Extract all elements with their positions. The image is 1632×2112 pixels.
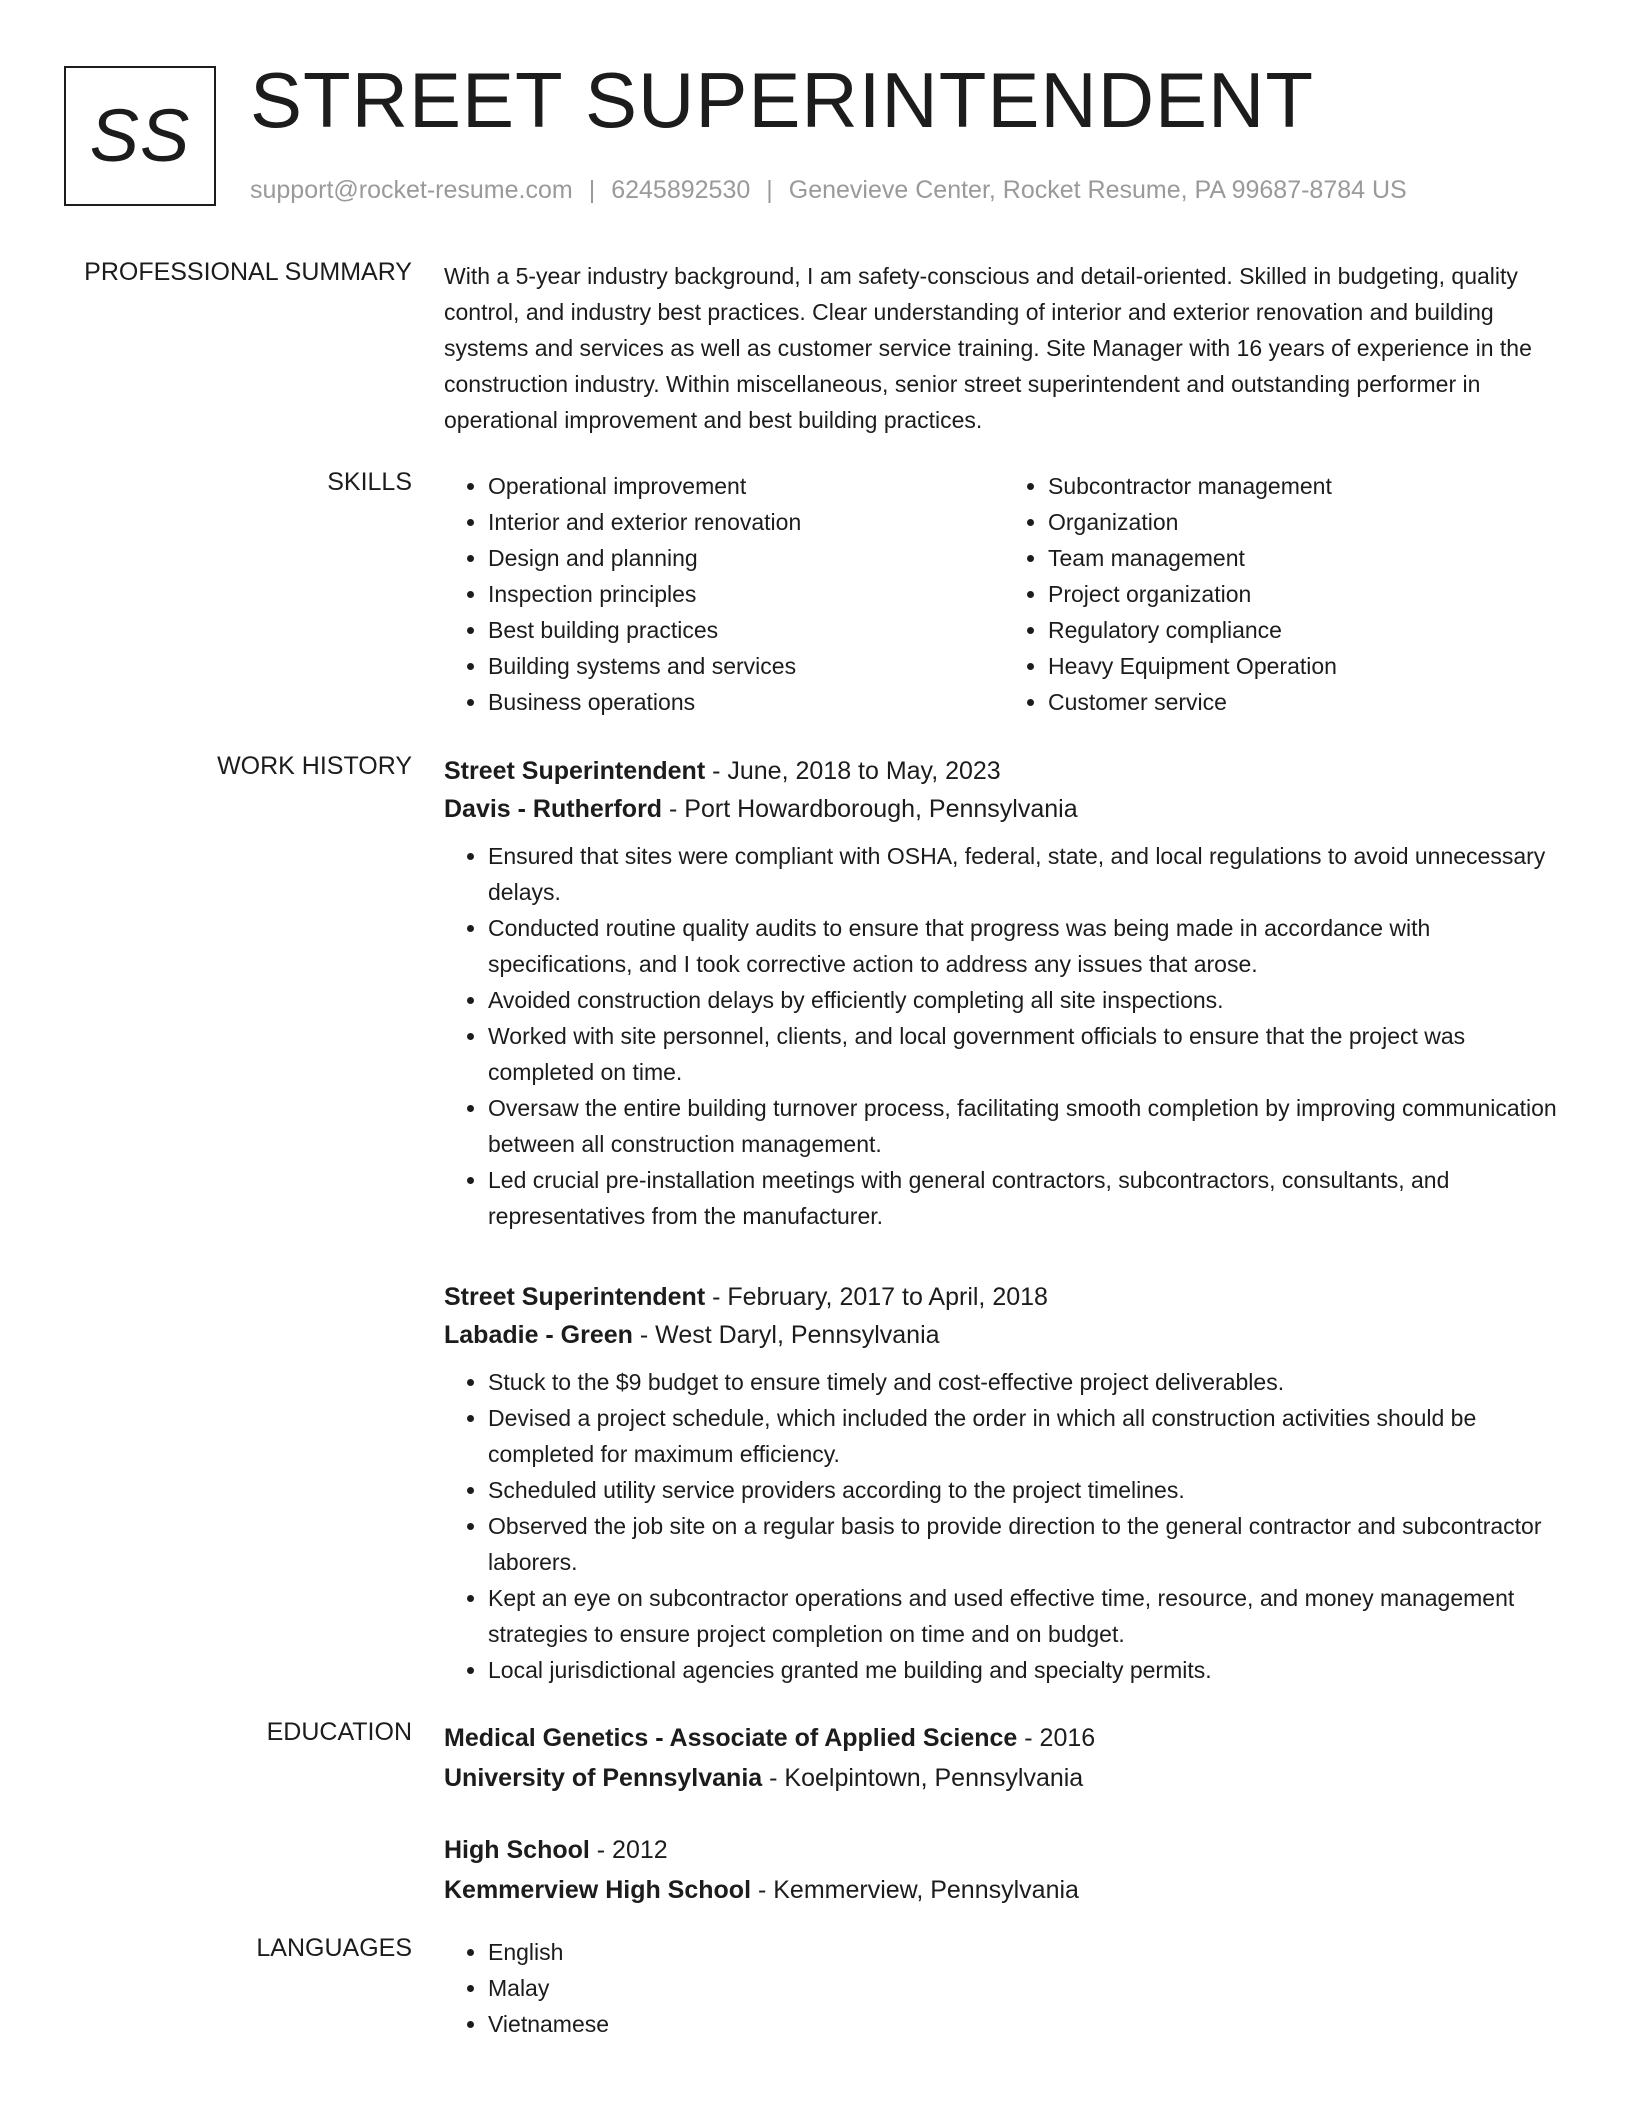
job-bullet: • Local jurisdictional agencies granted me building and specialty permits. [488,1652,1564,1688]
skill-item: • Organization [1048,504,1564,540]
skills-list-left [444,468,1004,720]
skill-item: • Regulatory compliance [1048,612,1564,648]
contact-phone: 6245892530 [611,176,751,204]
summary-body [444,258,1564,438]
skill-item: • Heavy Equipment Operation [1048,648,1564,684]
languages-list [444,1934,1564,2042]
job-company: Davis - Rutherford [444,795,663,823]
section-label-education: EDUCATION [266,1718,412,1746]
skills-body [444,468,1564,720]
job-bullet: • Worked with site personnel, clients, and local government officials to ensure that the project was completed on time. [488,1018,1564,1090]
skill-item: • Building systems and services [488,648,1004,684]
education-year: - 2012 [589,1836,668,1864]
summary-text: With a 5-year industry background, I am safety-conscious and detail-oriented. Skilled in budgeting, quality control, and industry best practices. Clear understanding of interior and exterior renovation and building systems and services as well as customer service training. Site Manager with 16 years of experience in the construction industry. Within miscellaneous, senior street superintendent and outstanding performer in operational improvement and best building practices. [444,263,1532,433]
job-title: Street Superintendent [444,757,706,785]
education-degree: Medical Genetics - Associate of Applied Science [444,1724,1018,1752]
skills-list-right [1004,468,1564,720]
work-history-body [444,752,1564,1688]
skill-item: • Project organization [1048,576,1564,612]
education-school-line [444,1758,1564,1798]
contact-line [250,176,1407,205]
job-bullet: • Conducted routine quality audits to ensure that progress was being made in accordance with specifications, and I took corrective action to address any issues that arose. [488,910,1564,982]
education-entry [444,1830,1564,1910]
education-location: - Kemmerview, Pennsylvania [751,1876,1079,1904]
candidate-name: STREET SUPERINTENDENT [250,56,1315,144]
skill-item: • Business operations [488,684,1004,720]
education-degree: High School [444,1836,590,1864]
job-bullet: • Scheduled utility service providers according to the project timelines. [488,1472,1564,1508]
language-item: • Vietnamese [488,2006,1564,2042]
skill-item: • Subcontractor management [1048,468,1564,504]
section-label-skills: SKILLS [327,468,412,496]
job-bullet: • Observed the job site on a regular basis to provide direction to the general contractor and subcontractor laborers. [488,1508,1564,1580]
job-company: Labadie - Green [444,1321,633,1349]
job-bullet: • Kept an eye on subcontractor operations and used effective time, resource, and money management strategies to ensure project completion on time and on budget. [488,1580,1564,1652]
job-bullet: • Led crucial pre-installation meetings with general contractors, subcontractors, consultants, and representatives from the manufacturer. [488,1162,1564,1234]
skill-item: • Inspection principles [488,576,1004,612]
skill-item: • Best building practices [488,612,1004,648]
education-school: University of Pennsylvania [444,1764,763,1792]
job-location: - West Daryl, Pennsylvania [632,1321,940,1349]
education-degree-line [444,1830,1564,1870]
job-bullet: • Stuck to the $9 budget to ensure timely and cost-effective project deliverables. [488,1364,1564,1400]
job-title-line [444,752,1564,790]
skill-item: • Customer service [1048,684,1564,720]
contact-separator: | [766,176,773,204]
section-label-languages: LANGUAGES [256,1934,412,1962]
section-label-work-history: WORK HISTORY [217,752,412,780]
job-location: - Port Howardborough, Pennsylvania [662,795,1078,823]
job-dates: - June, 2018 to May, 2023 [705,757,1001,785]
contact-email: support@rocket-resume.com [250,176,573,204]
job-title-line [444,1278,1564,1316]
skill-item: • Operational improvement [488,468,1004,504]
job-bullet: • Devised a project schedule, which included the order in which all construction activities should be completed for maximum efficiency. [488,1400,1564,1472]
skill-item: • Interior and exterior renovation [488,504,1004,540]
monogram-box [64,66,216,206]
contact-address: Genevieve Center, Rocket Resume, PA 99687-8784 US [788,176,1407,204]
monogram-initials: SS [89,94,191,177]
job-bullet: • Oversaw the entire building turnover process, facilitating smooth completion by improving communication between all construction management. [488,1090,1564,1162]
job-dates: - February, 2017 to April, 2018 [705,1283,1048,1311]
languages-body [444,1934,1564,2042]
job-title: Street Superintendent [444,1283,706,1311]
job-entry [444,752,1564,1234]
education-body [444,1718,1564,1910]
skills-columns [444,468,1564,720]
education-school: Kemmerview High School [444,1876,752,1904]
job-entry [444,1278,1564,1688]
language-item: • English [488,1934,1564,1970]
job-bullets [444,838,1564,1234]
job-bullet: • Avoided construction delays by efficiently completing all site inspections. [488,982,1564,1018]
skill-item: • Design and planning [488,540,1004,576]
job-company-line [444,1316,1564,1354]
skill-item: • Team management [1048,540,1564,576]
education-school-line [444,1870,1564,1910]
education-year: - 2016 [1017,1724,1096,1752]
job-bullets [444,1364,1564,1688]
job-bullet: • Ensured that sites were compliant with OSHA, federal, state, and local regulations to avoid unnecessary delays. [488,838,1564,910]
job-company-line [444,790,1564,828]
education-entry [444,1718,1564,1798]
section-label-summary: PROFESSIONAL SUMMARY [84,258,412,286]
language-item: • Malay [488,1970,1564,2006]
education-location: - Koelpintown, Pennsylvania [762,1764,1084,1792]
education-degree-line [444,1718,1564,1758]
contact-separator: | [588,176,596,204]
